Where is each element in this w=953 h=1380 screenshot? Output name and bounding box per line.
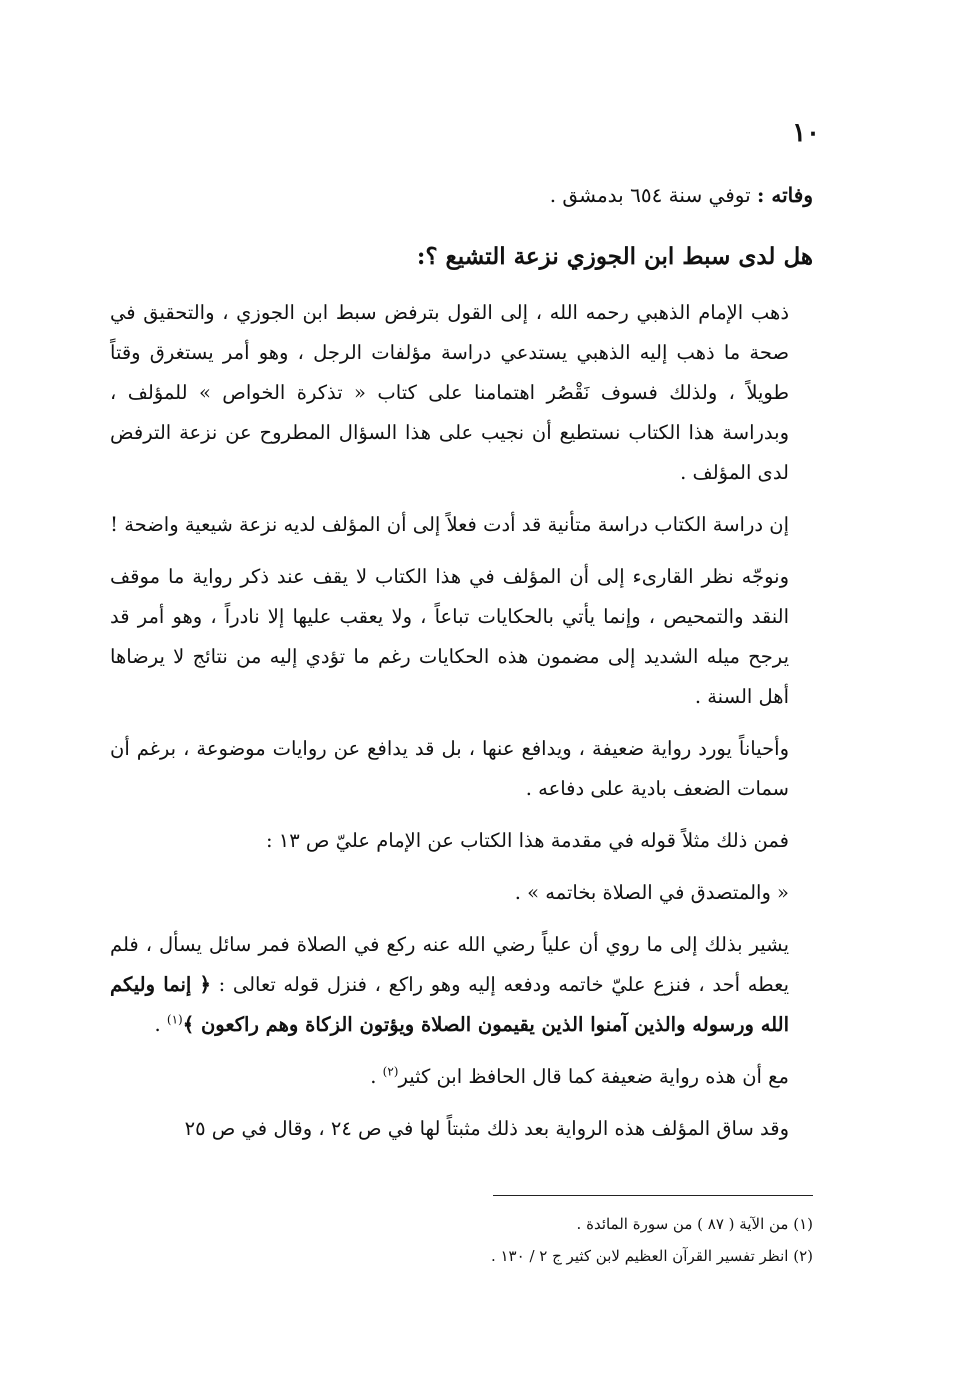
paragraph-4: وأحياناً يورد رواية ضعيفة ، ويدافع عنها ، بل قد يدافع عن روايات موضوعة ، برغم أن سمات الضعف بادية على دفاعه . (110, 737, 789, 800)
paragraph-9: وقد ساق المؤلف هذه الرواية بعد ذلك مثبتاً لها في ص ٢٤ ، وقال في ص ٢٥ (184, 1117, 789, 1140)
paragraph-8-end: . (370, 1065, 383, 1088)
paragraph-8 (110, 1057, 813, 1097)
section-heading: هل لدى سبط ابن الجوزي نزعة التشيع ؟: (416, 243, 813, 270)
footnote-1: (١) من الآية ( ٨٧ ) من سورة المائدة . (576, 1215, 813, 1233)
paragraph-6-quote: « والمتصدق في الصلاة بخاتمه » . (514, 881, 789, 904)
paragraph-7-text: يشير بذلك إلى ما روي أن علياً رضي الله عنه ركع في الصلاة فمر سائل يسأل ، فلم يعطه أحد ، فنزع عليّ خاتمه ودفعه إليه وهو راكع ، فنزل قوله تعالى : (110, 933, 790, 996)
footnotes (110, 1208, 813, 1272)
footnote-divider (493, 1195, 813, 1196)
main-text (110, 175, 813, 1161)
footnote-ref-2: (٢) (382, 1064, 399, 1079)
paragraph-2: إن دراسة الكتاب دراسة متأنية قد أدت فعلاً إلى أن المؤلف لديه نزعة شيعية واضحة ! (110, 513, 789, 536)
paragraph-1: ذهب الإمام الذهبي رحمه الله ، إلى القول بترفض سبط ابن الجوزي ، والتحقيق في صحة ما ذهب إليه الذهبي يستدعي دراسة مؤلفات الرجل ، وهو أمر يستغرق وقتاً طويلاً ، ولذلك فسوف نَقْصُر اهتمامنا على كتاب « تذكرة الخواص » للمؤلف ، وبدراسة هذا الكتاب نستطيع أن نجيب على هذا السؤال المطروح عن نزعة الترفض لدى المؤلف . (110, 301, 789, 484)
paragraph-3: ونوجّه نظر القارىء إلى أن المؤلف في هذا الكتاب لا يقف عند ذكر رواية ما موقف النقد والتمحيص ، وإنما يأتي بالحكايات تباعاً ، ولا يعقب عليها إلا نادراً ، وهو أمر قد يرجح ميله الشديد إلى مضمون هذه الحكايات رغم ما تؤدي إليه من نتائج لا يرضاها أهل السنة . (110, 565, 789, 708)
death-label: وفاته : (757, 183, 813, 207)
quran-verse: ﴿ إنما وليكم الله ورسوله والذين آمنوا الذين يقيمون الصلاة ويؤتون الزكاة وهم راكعون ﴾ (110, 973, 789, 1036)
paragraph-8-text: مع أن هذه رواية ضعيفة كما قال الحافظ ابن كثير (398, 1065, 789, 1088)
paragraph-7-end: . (154, 1013, 167, 1036)
footnote-2: (٢) انظر تفسير القرآن العظيم لابن كثير ج ٢ / ١٣٠ . (490, 1247, 813, 1265)
footnote-ref-1: (١) (166, 1012, 183, 1027)
paragraph-5: فمن ذلك مثلاً قوله في مقدمة هذا الكتاب عن الإمام عليّ ص ١٣ : (265, 829, 789, 852)
death-text: توفي سنة ٦٥٤ بدمشق . (549, 183, 751, 207)
paragraph-7 (110, 925, 813, 1045)
death-line (110, 175, 813, 215)
page-number: ١٠ (792, 118, 820, 148)
